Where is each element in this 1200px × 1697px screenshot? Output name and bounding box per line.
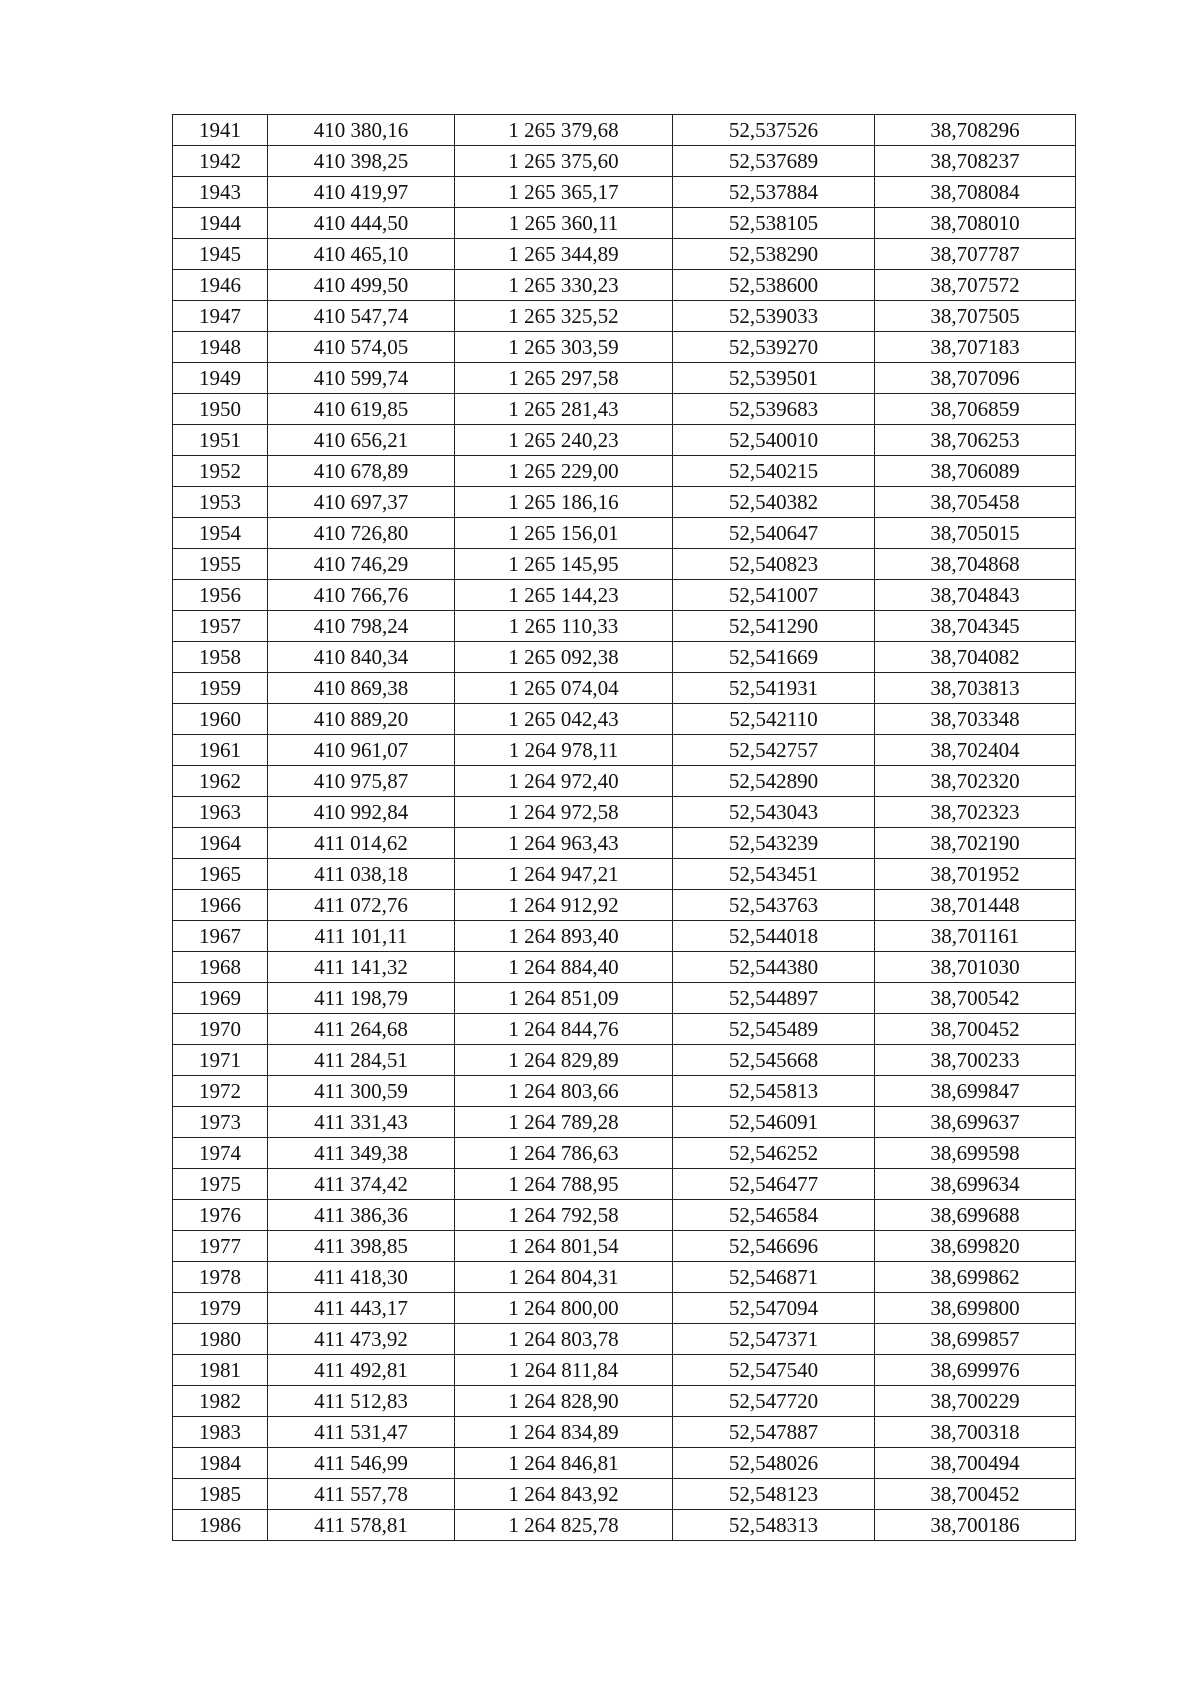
y-coordinate-cell: 1 264 947,21 <box>455 859 673 890</box>
y-coordinate-cell: 1 264 788,95 <box>455 1169 673 1200</box>
longitude-cell: 38,699862 <box>875 1262 1076 1293</box>
point-number-cell: 1979 <box>173 1293 268 1324</box>
y-coordinate-cell: 1 265 303,59 <box>455 332 673 363</box>
y-coordinate-cell: 1 264 803,78 <box>455 1324 673 1355</box>
longitude-cell: 38,707096 <box>875 363 1076 394</box>
y-coordinate-cell: 1 264 803,66 <box>455 1076 673 1107</box>
y-coordinate-cell: 1 265 325,52 <box>455 301 673 332</box>
latitude-cell: 52,538105 <box>673 208 875 239</box>
y-coordinate-cell: 1 265 186,16 <box>455 487 673 518</box>
latitude-cell: 52,548026 <box>673 1448 875 1479</box>
y-coordinate-cell: 1 265 156,01 <box>455 518 673 549</box>
point-number-cell: 1976 <box>173 1200 268 1231</box>
point-number-cell: 1954 <box>173 518 268 549</box>
point-number-cell: 1942 <box>173 146 268 177</box>
longitude-cell: 38,704868 <box>875 549 1076 580</box>
latitude-cell: 52,544380 <box>673 952 875 983</box>
longitude-cell: 38,706089 <box>875 456 1076 487</box>
y-coordinate-cell: 1 264 851,09 <box>455 983 673 1014</box>
latitude-cell: 52,539683 <box>673 394 875 425</box>
latitude-cell: 52,537884 <box>673 177 875 208</box>
y-coordinate-cell: 1 265 042,43 <box>455 704 673 735</box>
table-row <box>173 146 1076 177</box>
point-number-cell: 1983 <box>173 1417 268 1448</box>
longitude-cell: 38,702404 <box>875 735 1076 766</box>
x-coordinate-cell: 410 840,34 <box>268 642 455 673</box>
x-coordinate-cell: 411 398,85 <box>268 1231 455 1262</box>
x-coordinate-cell: 411 512,83 <box>268 1386 455 1417</box>
longitude-cell: 38,700452 <box>875 1479 1076 1510</box>
point-number-cell: 1963 <box>173 797 268 828</box>
latitude-cell: 52,546477 <box>673 1169 875 1200</box>
x-coordinate-cell: 411 141,32 <box>268 952 455 983</box>
longitude-cell: 38,703348 <box>875 704 1076 735</box>
x-coordinate-cell: 411 072,76 <box>268 890 455 921</box>
x-coordinate-cell: 411 198,79 <box>268 983 455 1014</box>
latitude-cell: 52,540215 <box>673 456 875 487</box>
latitude-cell: 52,548123 <box>673 1479 875 1510</box>
point-number-cell: 1953 <box>173 487 268 518</box>
x-coordinate-cell: 410 465,10 <box>268 239 455 270</box>
x-coordinate-cell: 411 578,81 <box>268 1510 455 1541</box>
x-coordinate-cell: 410 599,74 <box>268 363 455 394</box>
table-row <box>173 1324 1076 1355</box>
longitude-cell: 38,707505 <box>875 301 1076 332</box>
table-row <box>173 239 1076 270</box>
y-coordinate-cell: 1 264 844,76 <box>455 1014 673 1045</box>
point-number-cell: 1985 <box>173 1479 268 1510</box>
longitude-cell: 38,700542 <box>875 983 1076 1014</box>
y-coordinate-cell: 1 264 972,40 <box>455 766 673 797</box>
longitude-cell: 38,701952 <box>875 859 1076 890</box>
table-row <box>173 115 1076 146</box>
latitude-cell: 52,544018 <box>673 921 875 952</box>
y-coordinate-cell: 1 265 344,89 <box>455 239 673 270</box>
y-coordinate-cell: 1 265 110,33 <box>455 611 673 642</box>
x-coordinate-cell: 411 284,51 <box>268 1045 455 1076</box>
latitude-cell: 52,541007 <box>673 580 875 611</box>
x-coordinate-cell: 410 656,21 <box>268 425 455 456</box>
point-number-cell: 1977 <box>173 1231 268 1262</box>
table-row <box>173 704 1076 735</box>
longitude-cell: 38,700229 <box>875 1386 1076 1417</box>
table-row <box>173 332 1076 363</box>
x-coordinate-cell: 410 444,50 <box>268 208 455 239</box>
longitude-cell: 38,699688 <box>875 1200 1076 1231</box>
table-row <box>173 890 1076 921</box>
x-coordinate-cell: 411 492,81 <box>268 1355 455 1386</box>
point-number-cell: 1961 <box>173 735 268 766</box>
latitude-cell: 52,547540 <box>673 1355 875 1386</box>
table-row <box>173 549 1076 580</box>
latitude-cell: 52,547094 <box>673 1293 875 1324</box>
longitude-cell: 38,703813 <box>875 673 1076 704</box>
latitude-cell: 52,542110 <box>673 704 875 735</box>
x-coordinate-cell: 411 374,42 <box>268 1169 455 1200</box>
longitude-cell: 38,701161 <box>875 921 1076 952</box>
y-coordinate-cell: 1 265 229,00 <box>455 456 673 487</box>
latitude-cell: 52,545489 <box>673 1014 875 1045</box>
y-coordinate-cell: 1 264 846,81 <box>455 1448 673 1479</box>
point-number-cell: 1957 <box>173 611 268 642</box>
longitude-cell: 38,699820 <box>875 1231 1076 1262</box>
latitude-cell: 52,544897 <box>673 983 875 1014</box>
longitude-cell: 38,699634 <box>875 1169 1076 1200</box>
longitude-cell: 38,707572 <box>875 270 1076 301</box>
y-coordinate-cell: 1 265 379,68 <box>455 115 673 146</box>
point-number-cell: 1958 <box>173 642 268 673</box>
longitude-cell: 38,707183 <box>875 332 1076 363</box>
longitude-cell: 38,708237 <box>875 146 1076 177</box>
table-row <box>173 1200 1076 1231</box>
table-row <box>173 1045 1076 1076</box>
table-row <box>173 1448 1076 1479</box>
x-coordinate-cell: 410 869,38 <box>268 673 455 704</box>
latitude-cell: 52,545813 <box>673 1076 875 1107</box>
x-coordinate-cell: 410 975,87 <box>268 766 455 797</box>
table-row <box>173 1417 1076 1448</box>
y-coordinate-cell: 1 264 972,58 <box>455 797 673 828</box>
table-row <box>173 1510 1076 1541</box>
table-row <box>173 1386 1076 1417</box>
y-coordinate-cell: 1 264 893,40 <box>455 921 673 952</box>
longitude-cell: 38,707787 <box>875 239 1076 270</box>
point-number-cell: 1980 <box>173 1324 268 1355</box>
longitude-cell: 38,702320 <box>875 766 1076 797</box>
point-number-cell: 1969 <box>173 983 268 1014</box>
latitude-cell: 52,546584 <box>673 1200 875 1231</box>
point-number-cell: 1960 <box>173 704 268 735</box>
point-number-cell: 1959 <box>173 673 268 704</box>
latitude-cell: 52,543451 <box>673 859 875 890</box>
longitude-cell: 38,700233 <box>875 1045 1076 1076</box>
x-coordinate-cell: 411 418,30 <box>268 1262 455 1293</box>
y-coordinate-cell: 1 264 912,92 <box>455 890 673 921</box>
x-coordinate-cell: 411 264,68 <box>268 1014 455 1045</box>
table-row <box>173 1076 1076 1107</box>
x-coordinate-cell: 410 678,89 <box>268 456 455 487</box>
table-row <box>173 766 1076 797</box>
longitude-cell: 38,706253 <box>875 425 1076 456</box>
point-number-cell: 1964 <box>173 828 268 859</box>
y-coordinate-cell: 1 265 360,11 <box>455 208 673 239</box>
latitude-cell: 52,541669 <box>673 642 875 673</box>
point-number-cell: 1949 <box>173 363 268 394</box>
y-coordinate-cell: 1 265 365,17 <box>455 177 673 208</box>
latitude-cell: 52,546252 <box>673 1138 875 1169</box>
x-coordinate-cell: 411 038,18 <box>268 859 455 890</box>
table-row <box>173 797 1076 828</box>
table-row <box>173 1014 1076 1045</box>
latitude-cell: 52,539270 <box>673 332 875 363</box>
x-coordinate-cell: 410 726,80 <box>268 518 455 549</box>
y-coordinate-cell: 1 265 092,38 <box>455 642 673 673</box>
y-coordinate-cell: 1 264 789,28 <box>455 1107 673 1138</box>
point-number-cell: 1972 <box>173 1076 268 1107</box>
table-row <box>173 208 1076 239</box>
point-number-cell: 1955 <box>173 549 268 580</box>
point-number-cell: 1944 <box>173 208 268 239</box>
longitude-cell: 38,699800 <box>875 1293 1076 1324</box>
table-row <box>173 828 1076 859</box>
table-row <box>173 1355 1076 1386</box>
longitude-cell: 38,702323 <box>875 797 1076 828</box>
latitude-cell: 52,546091 <box>673 1107 875 1138</box>
table-row <box>173 177 1076 208</box>
table-row <box>173 921 1076 952</box>
x-coordinate-cell: 411 531,47 <box>268 1417 455 1448</box>
latitude-cell: 52,543763 <box>673 890 875 921</box>
point-number-cell: 1974 <box>173 1138 268 1169</box>
latitude-cell: 52,537689 <box>673 146 875 177</box>
point-number-cell: 1984 <box>173 1448 268 1479</box>
y-coordinate-cell: 1 265 375,60 <box>455 146 673 177</box>
y-coordinate-cell: 1 264 828,90 <box>455 1386 673 1417</box>
x-coordinate-cell: 411 101,11 <box>268 921 455 952</box>
table-row <box>173 1293 1076 1324</box>
table-row <box>173 611 1076 642</box>
longitude-cell: 38,705458 <box>875 487 1076 518</box>
longitude-cell: 38,708296 <box>875 115 1076 146</box>
table-row <box>173 952 1076 983</box>
latitude-cell: 52,538600 <box>673 270 875 301</box>
coordinates-table <box>172 114 1076 1541</box>
y-coordinate-cell: 1 265 240,23 <box>455 425 673 456</box>
x-coordinate-cell: 410 574,05 <box>268 332 455 363</box>
latitude-cell: 52,548313 <box>673 1510 875 1541</box>
table-row <box>173 859 1076 890</box>
point-number-cell: 1970 <box>173 1014 268 1045</box>
x-coordinate-cell: 410 746,29 <box>268 549 455 580</box>
latitude-cell: 52,538290 <box>673 239 875 270</box>
table-row <box>173 673 1076 704</box>
y-coordinate-cell: 1 264 804,31 <box>455 1262 673 1293</box>
y-coordinate-cell: 1 265 145,95 <box>455 549 673 580</box>
latitude-cell: 52,545668 <box>673 1045 875 1076</box>
latitude-cell: 52,541931 <box>673 673 875 704</box>
y-coordinate-cell: 1 264 834,89 <box>455 1417 673 1448</box>
point-number-cell: 1956 <box>173 580 268 611</box>
x-coordinate-cell: 410 398,25 <box>268 146 455 177</box>
point-number-cell: 1946 <box>173 270 268 301</box>
point-number-cell: 1950 <box>173 394 268 425</box>
latitude-cell: 52,540823 <box>673 549 875 580</box>
x-coordinate-cell: 410 499,50 <box>268 270 455 301</box>
x-coordinate-cell: 411 386,36 <box>268 1200 455 1231</box>
point-number-cell: 1943 <box>173 177 268 208</box>
point-number-cell: 1951 <box>173 425 268 456</box>
table-row <box>173 1138 1076 1169</box>
point-number-cell: 1952 <box>173 456 268 487</box>
table-row <box>173 363 1076 394</box>
x-coordinate-cell: 410 889,20 <box>268 704 455 735</box>
y-coordinate-cell: 1 264 786,63 <box>455 1138 673 1169</box>
x-coordinate-cell: 411 349,38 <box>268 1138 455 1169</box>
longitude-cell: 38,699598 <box>875 1138 1076 1169</box>
y-coordinate-cell: 1 264 843,92 <box>455 1479 673 1510</box>
latitude-cell: 52,542757 <box>673 735 875 766</box>
longitude-cell: 38,699637 <box>875 1107 1076 1138</box>
latitude-cell: 52,547887 <box>673 1417 875 1448</box>
longitude-cell: 38,700494 <box>875 1448 1076 1479</box>
table-row <box>173 270 1076 301</box>
point-number-cell: 1945 <box>173 239 268 270</box>
point-number-cell: 1948 <box>173 332 268 363</box>
point-number-cell: 1947 <box>173 301 268 332</box>
x-coordinate-cell: 410 961,07 <box>268 735 455 766</box>
point-number-cell: 1971 <box>173 1045 268 1076</box>
table-row <box>173 456 1076 487</box>
longitude-cell: 38,704843 <box>875 580 1076 611</box>
x-coordinate-cell: 410 619,85 <box>268 394 455 425</box>
y-coordinate-cell: 1 265 330,23 <box>455 270 673 301</box>
point-number-cell: 1978 <box>173 1262 268 1293</box>
y-coordinate-cell: 1 264 801,54 <box>455 1231 673 1262</box>
latitude-cell: 52,547720 <box>673 1386 875 1417</box>
latitude-cell: 52,546696 <box>673 1231 875 1262</box>
table-row <box>173 735 1076 766</box>
x-coordinate-cell: 411 557,78 <box>268 1479 455 1510</box>
coordinates-table-body <box>173 115 1076 1541</box>
x-coordinate-cell: 410 697,37 <box>268 487 455 518</box>
longitude-cell: 38,700186 <box>875 1510 1076 1541</box>
x-coordinate-cell: 410 380,16 <box>268 115 455 146</box>
latitude-cell: 52,546871 <box>673 1262 875 1293</box>
longitude-cell: 38,701030 <box>875 952 1076 983</box>
latitude-cell: 52,540647 <box>673 518 875 549</box>
table-row <box>173 1231 1076 1262</box>
longitude-cell: 38,708084 <box>875 177 1076 208</box>
y-coordinate-cell: 1 264 829,89 <box>455 1045 673 1076</box>
latitude-cell: 52,539033 <box>673 301 875 332</box>
point-number-cell: 1982 <box>173 1386 268 1417</box>
y-coordinate-cell: 1 264 978,11 <box>455 735 673 766</box>
x-coordinate-cell: 410 766,76 <box>268 580 455 611</box>
longitude-cell: 38,699976 <box>875 1355 1076 1386</box>
y-coordinate-cell: 1 264 963,43 <box>455 828 673 859</box>
point-number-cell: 1962 <box>173 766 268 797</box>
longitude-cell: 38,705015 <box>875 518 1076 549</box>
latitude-cell: 52,540382 <box>673 487 875 518</box>
latitude-cell: 52,537526 <box>673 115 875 146</box>
table-row <box>173 487 1076 518</box>
table-row <box>173 1479 1076 1510</box>
longitude-cell: 38,700452 <box>875 1014 1076 1045</box>
point-number-cell: 1968 <box>173 952 268 983</box>
y-coordinate-cell: 1 264 884,40 <box>455 952 673 983</box>
y-coordinate-cell: 1 264 800,00 <box>455 1293 673 1324</box>
table-row <box>173 301 1076 332</box>
point-number-cell: 1981 <box>173 1355 268 1386</box>
x-coordinate-cell: 410 419,97 <box>268 177 455 208</box>
x-coordinate-cell: 411 014,62 <box>268 828 455 859</box>
x-coordinate-cell: 410 992,84 <box>268 797 455 828</box>
table-row <box>173 1107 1076 1138</box>
x-coordinate-cell: 410 547,74 <box>268 301 455 332</box>
point-number-cell: 1941 <box>173 115 268 146</box>
table-row <box>173 1169 1076 1200</box>
y-coordinate-cell: 1 264 825,78 <box>455 1510 673 1541</box>
latitude-cell: 52,543239 <box>673 828 875 859</box>
longitude-cell: 38,706859 <box>875 394 1076 425</box>
y-coordinate-cell: 1 264 811,84 <box>455 1355 673 1386</box>
x-coordinate-cell: 411 331,43 <box>268 1107 455 1138</box>
point-number-cell: 1986 <box>173 1510 268 1541</box>
latitude-cell: 52,547371 <box>673 1324 875 1355</box>
longitude-cell: 38,704082 <box>875 642 1076 673</box>
latitude-cell: 52,542890 <box>673 766 875 797</box>
y-coordinate-cell: 1 265 144,23 <box>455 580 673 611</box>
table-row <box>173 1262 1076 1293</box>
point-number-cell: 1973 <box>173 1107 268 1138</box>
point-number-cell: 1967 <box>173 921 268 952</box>
longitude-cell: 38,699847 <box>875 1076 1076 1107</box>
y-coordinate-cell: 1 265 281,43 <box>455 394 673 425</box>
latitude-cell: 52,540010 <box>673 425 875 456</box>
x-coordinate-cell: 411 546,99 <box>268 1448 455 1479</box>
table-row <box>173 394 1076 425</box>
latitude-cell: 52,541290 <box>673 611 875 642</box>
point-number-cell: 1966 <box>173 890 268 921</box>
x-coordinate-cell: 411 473,92 <box>268 1324 455 1355</box>
longitude-cell: 38,699857 <box>875 1324 1076 1355</box>
table-row <box>173 983 1076 1014</box>
y-coordinate-cell: 1 264 792,58 <box>455 1200 673 1231</box>
longitude-cell: 38,708010 <box>875 208 1076 239</box>
table-row <box>173 425 1076 456</box>
y-coordinate-cell: 1 265 074,04 <box>455 673 673 704</box>
latitude-cell: 52,543043 <box>673 797 875 828</box>
latitude-cell: 52,539501 <box>673 363 875 394</box>
y-coordinate-cell: 1 265 297,58 <box>455 363 673 394</box>
longitude-cell: 38,701448 <box>875 890 1076 921</box>
x-coordinate-cell: 411 443,17 <box>268 1293 455 1324</box>
longitude-cell: 38,702190 <box>875 828 1076 859</box>
x-coordinate-cell: 411 300,59 <box>268 1076 455 1107</box>
longitude-cell: 38,704345 <box>875 611 1076 642</box>
point-number-cell: 1975 <box>173 1169 268 1200</box>
table-row <box>173 580 1076 611</box>
longitude-cell: 38,700318 <box>875 1417 1076 1448</box>
table-row <box>173 518 1076 549</box>
table-row <box>173 642 1076 673</box>
point-number-cell: 1965 <box>173 859 268 890</box>
x-coordinate-cell: 410 798,24 <box>268 611 455 642</box>
